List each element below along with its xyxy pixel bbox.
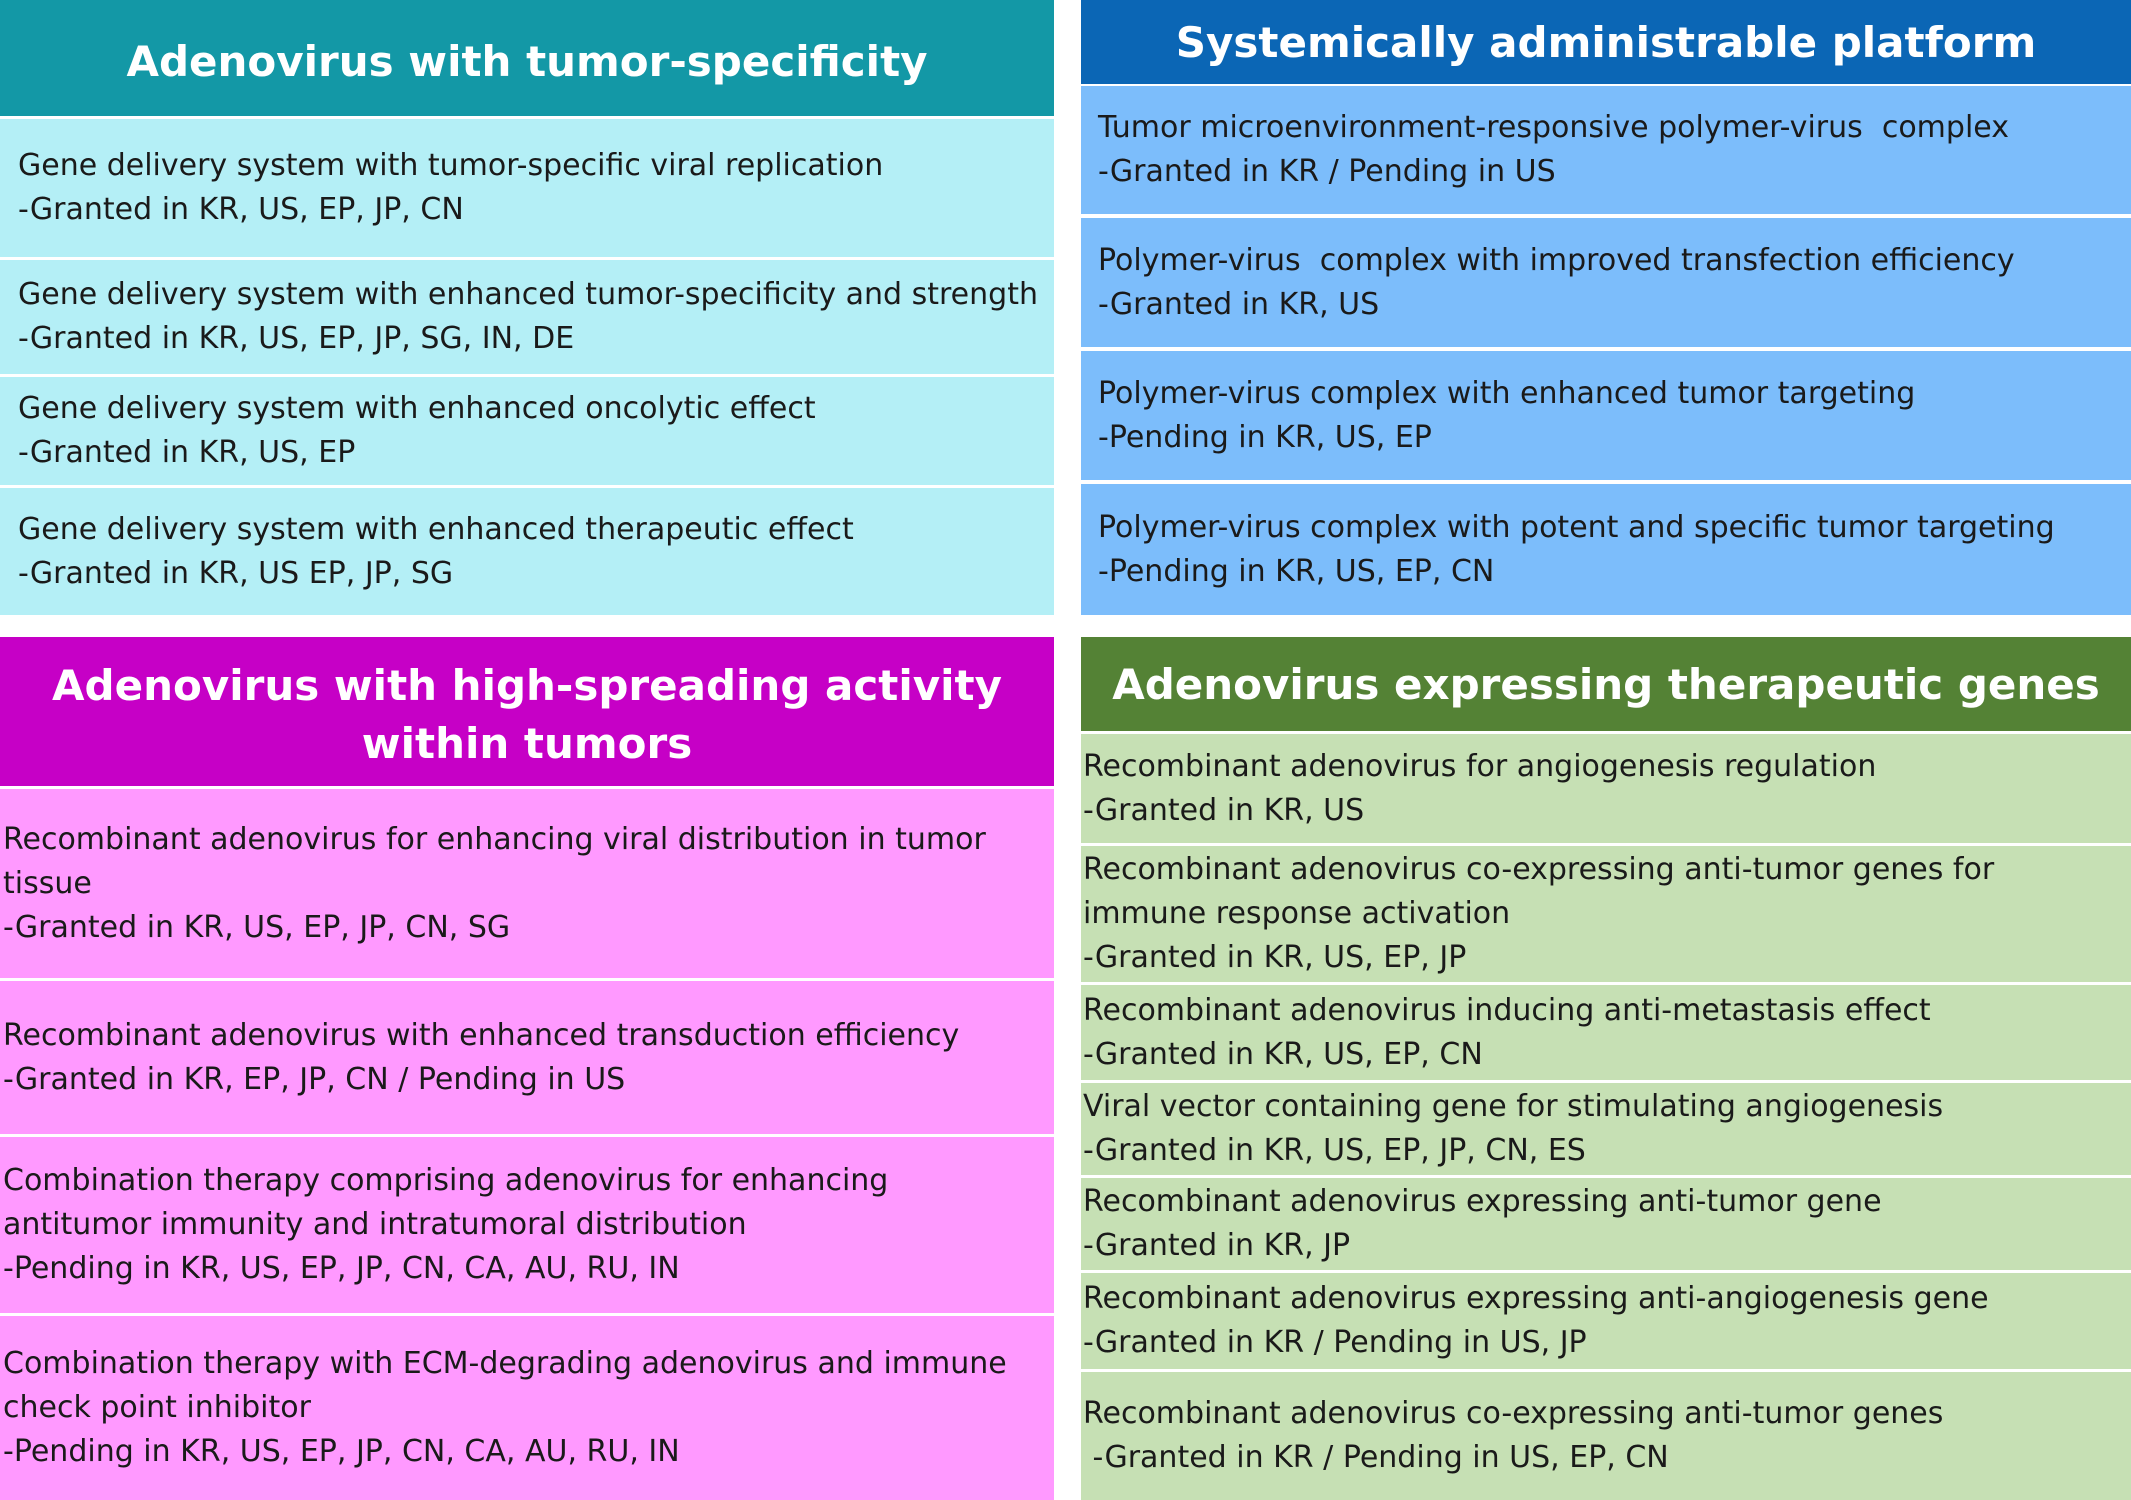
patent-item [1081,846,2131,982]
patent-title: Polymer-virus complex with enhanced tumor targeting [1098,375,1916,411]
patent-status: -Granted in KR, US, EP, CN [1083,1036,1483,1072]
patent-status: -Granted in KR, JP [1083,1228,1351,1263]
patent-title: Combination therapy comprising adenovirus for enhancing antitumor immunity and intratumoral distribution [3,1163,898,1242]
patent-item [0,981,1054,1134]
patent-status: -Granted in KR, US [1098,286,1380,322]
patent-item [1081,86,2131,214]
patent-status: -Pending in KR, US, EP, CN [1098,553,1495,589]
patent-title: Recombinant adenovirus for enhancing viral distribution in tumor tissue [3,821,996,901]
patent-item [1081,351,2131,480]
patent-status: -Granted in KR, US, EP, JP, CN [18,192,464,227]
patent-title: Gene delivery system with enhanced tumor-specificity and strength [18,277,1038,312]
patent-status: -Granted in KR, US, EP, JP, CN, ES [1083,1133,1586,1168]
patent-title: Recombinant adenovirus for angiogenesis regulation [1083,748,1877,784]
patent-item [1081,484,2131,615]
patent-status: -Granted in KR, US, EP, JP, SG, IN, DE [18,321,575,356]
patent-title: Gene delivery system with tumor-specific viral replication [18,148,884,183]
patent-item [0,119,1054,257]
patent-status: -Granted in KR, US, EP, JP [1083,940,1467,975]
patent-item [1081,1273,2131,1369]
patent-status: -Granted in KR, US [1083,792,1365,828]
panel-therapeutic-genes [1081,637,2131,1500]
panel-tumor-specificity [0,0,1054,615]
patent-item [1081,734,2131,843]
patent-status: -Granted in KR, US, EP [18,435,356,470]
patent-status: -Granted in KR, US EP, JP, SG [18,555,454,591]
patent-status: -Granted in KR, EP, JP, CN / Pending in US [3,1061,626,1097]
patent-title: Polymer-virus complex with improved transfection efficiency [1098,242,2015,278]
patent-status: -Granted in KR, US, EP, JP, CN, SG [3,909,511,945]
panel-title-therapeutic-genes: Adenovirus expressing therapeutic genes [1081,637,2131,731]
patent-status: -Pending in KR, US, EP [1098,419,1432,455]
patent-status: -Pending in KR, US, EP, JP, CN, CA, AU, RU, IN [3,1251,680,1286]
patent-status: -Granted in KR / Pending in US, EP, CN [1083,1440,1669,1475]
patent-title: Gene delivery system with enhanced oncolytic effect [18,391,816,426]
patent-title: Polymer-virus complex with potent and specific tumor targeting [1098,509,2055,545]
patent-item [0,377,1054,485]
panel-high-spreading [0,637,1054,1500]
patent-title: Recombinant adenovirus with enhanced transduction efficiency [3,1017,960,1053]
patent-item [1081,218,2131,347]
patent-title: Tumor microenvironment-responsive polymer-virus complex [1098,110,2009,145]
patent-item [1081,1083,2131,1175]
patent-item [0,1316,1054,1500]
panel-title-systemic-platform: Systemically administrable platform [1081,0,2131,84]
patent-item [1081,1178,2131,1270]
patent-item [0,789,1054,978]
patent-title: Recombinant adenovirus expressing anti-angiogenesis gene [1083,1281,1989,1316]
patent-title: Recombinant adenovirus inducing anti-metastasis effect [1083,992,1931,1028]
patent-item [0,260,1054,374]
patent-item [1081,1372,2131,1500]
patent-title: Recombinant adenovirus co-expressing anti-tumor genes for immune response activation [1083,852,2004,931]
panel-title-high-spreading: Adenovirus with high-spreading activity within tumors [0,637,1054,786]
panel-systemic-platform [1081,0,2131,615]
patent-item [0,1137,1054,1313]
patent-title: Combination therapy with ECM-degrading adenovirus and immune check point inhibitor [3,1346,1017,1425]
patent-item [0,488,1054,615]
patent-status: -Pending in KR, US, EP, JP, CN, CA, AU, RU, IN [3,1434,680,1469]
patent-status: -Granted in KR / Pending in US, JP [1083,1325,1587,1360]
panel-title-tumor-specificity: Adenovirus with tumor-specificity [0,0,1054,116]
patent-title: Recombinant adenovirus expressing anti-tumor gene [1083,1184,1882,1219]
patent-title: Gene delivery system with enhanced therapeutic effect [18,511,854,547]
patent-status: -Granted in KR / Pending in US [1098,154,1556,189]
patent-item [1081,985,2131,1080]
patent-title: Viral vector containing gene for stimulating angiogenesis [1083,1089,1944,1124]
patent-title: Recombinant adenovirus co-expressing anti-tumor genes [1083,1396,1944,1431]
